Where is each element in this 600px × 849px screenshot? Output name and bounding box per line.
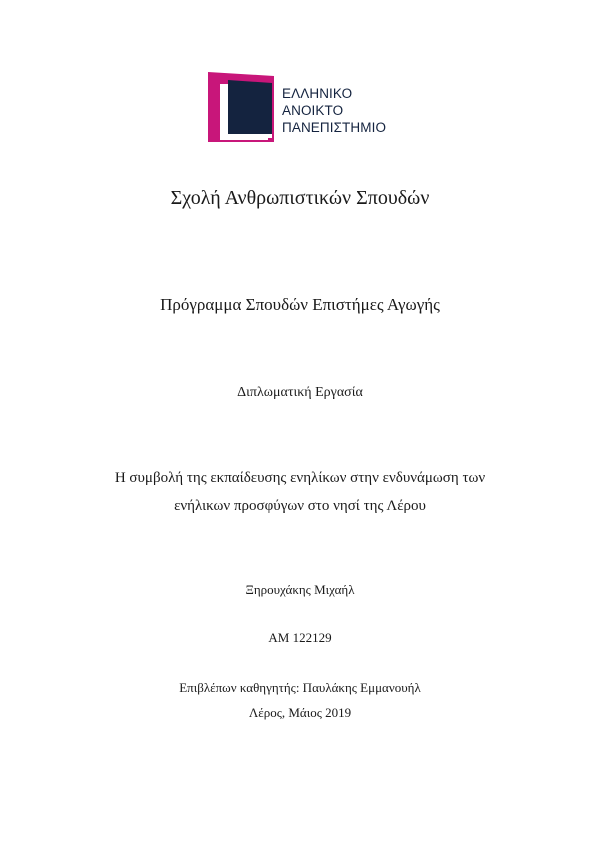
program-name: Πρόγραμμα Σπουδών Επιστήμες Αγωγής xyxy=(160,295,440,314)
student-id: ΑΜ 122129 xyxy=(268,630,332,645)
university-logo xyxy=(206,70,396,146)
author-name: Ξηρουχάκης Μιχαήλ xyxy=(245,582,355,597)
logo-line-3: ΠΑΝΕΠΙΣΤΗΜΙΟ xyxy=(282,120,387,135)
thesis-title-line-1: Η συμβολή της εκπαίδευσης ενηλίκων στην ενδυνάμωση των xyxy=(114,470,486,486)
document-type: Διπλωματική Εργασία xyxy=(237,385,363,400)
logo-line-2: ΑΝΟΙΚΤΟ xyxy=(282,103,344,118)
supervisor-name: Επιβλέπων καθηγητής: Παυλάκης Εμμανουήλ xyxy=(179,680,421,695)
logo-wordmark xyxy=(282,85,386,136)
thesis-title-line-2: ενήλικων προσφύγων στο νησί της Λέρου xyxy=(174,498,426,514)
place-date: Λέρος, Μάιος 2019 xyxy=(248,705,352,720)
logo-line-1: ΕΛΛΗΝΙΚΟ xyxy=(282,86,353,101)
university-emblem-icon xyxy=(206,70,278,146)
school-name: Σχολή Ανθρωπιστικών Σπουδών xyxy=(170,187,430,209)
